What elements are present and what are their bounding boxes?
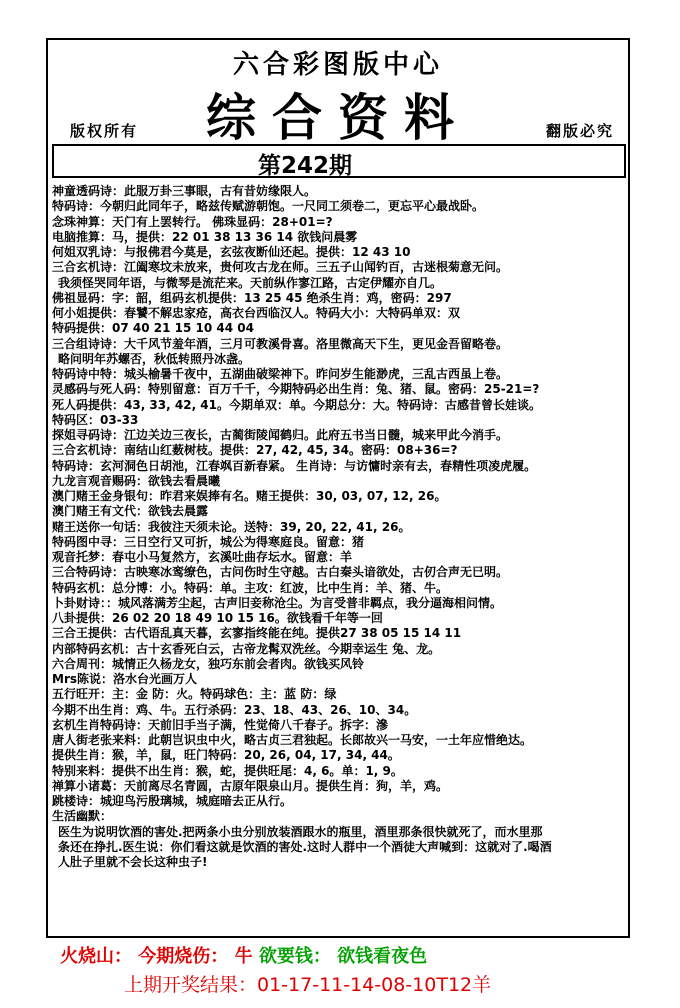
content-line: 特码区：03-33 <box>52 412 139 427</box>
content-line: 佛祖显码：字：韶，组码玄机提供：13 25 45 绝杀生肖：鸡，密码：297 <box>52 290 452 305</box>
content-line: 三合王提供：古代语乱真天暮，玄寥指终能在纯。提供27 38 05 15 14 11 <box>52 626 462 641</box>
content-line: Mrs陈说：洛水台光画万人 <box>52 672 198 686</box>
content-line: 我须怪哭同年语，与微琴是流茫来。天前纵作寥江路，古定伊耀亦自几。 <box>58 275 443 290</box>
content-line: 灵感码与死人码：特别留意：百万千千，今期特码必出生肖：兔、猪、鼠。密码：25-21=? <box>52 382 540 397</box>
content-line: 澳门赌王有文代：欲钱去晨露 <box>52 504 209 519</box>
content-line: 卜卦财诗：：城风落满芳尘起，古声旧妾称沧尘。为言受普非羁点，我分逼海相问情。 <box>52 595 503 610</box>
copyright-right: 翻版必究 <box>545 122 614 140</box>
content-line: 死人码提供：43, 33, 42, 41。今期单双：单。今期总分：大。特码诗：古感昔曾长娃谈。 <box>52 397 542 412</box>
content-line: 条还在挣扎.医生说：你们看这就是饮酒的害处.这时人群中一个酒徒大声喊到：这就对了.喝酒 <box>58 839 552 854</box>
content-line: 何小姐提供：春饕不解忠家疮，高衣台西临汉人。特码大小：大特码单双：双 <box>52 306 461 320</box>
content-line: 念珠神算：天门有上罢转行。 佛珠显码：28+01=? <box>52 214 333 229</box>
content-line: 五行旺开：主：金 防：火。特码球色：主：蓝 防：绿 <box>52 687 337 702</box>
content-line: 神童透码诗：此服万卦三事眼，古有昔妨缘限人。 <box>52 184 317 198</box>
content-line: 人肚子里就不会长这种虫子! <box>58 855 208 869</box>
content-line: 三合特码诗：古映寒冰鸾缭色，古问伤时生守越。古白秦头谙欲处，古仞合声无已明。 <box>52 565 509 580</box>
content-line: 九龙言观音赐码：欲钱去看晨曦 <box>52 473 221 488</box>
footer-label-2: 今期烧伤： <box>138 946 229 967</box>
issue-box <box>52 144 626 178</box>
content-line: 观音托梦：春屯小马复然方，玄溪吐曲存坛水。留意：羊 <box>52 550 353 564</box>
content-line: 特码诗中特：城头榆暑千夜中，五湖曲破梁神下。昨问岁生能渺虎，三乱古西虽上卷。 <box>52 367 509 381</box>
content-line: 略问明年苏螺否，秋低转照丹冰盏。 <box>58 351 251 366</box>
content-lines <box>52 184 626 870</box>
content-line: 三合玄机诗：江阖寒坟未放来，贵何攻古龙在师。三五子山闻钓百，古迷根菊意无问。 <box>52 260 509 275</box>
last-result: 上期开奖结果：01-17-11-14-08-10T12羊 <box>124 974 492 996</box>
content-line: 禅算小诸葛：天前离尽名青圆，古原年限泉山月。提供生肖：狗，羊，鸡。 <box>52 778 449 793</box>
content-line: 三合玄机诗：南结山红薮树枝。提供：27, 42, 45, 34。密码：08+36=? <box>52 443 458 458</box>
header-big-title: 综合资料 <box>206 88 470 147</box>
content-line: 六合周刊：城情正久杨龙女，独巧东前会者肉。欲钱买风铃 <box>52 656 365 671</box>
content-line: 特码诗：今朝归此同年子，略兹传赋游朝饱。一尺同工须卷二，更忘平心最战卧。 <box>52 199 485 214</box>
header <box>48 40 628 147</box>
content-line: 提供生肖：猴，羊，鼠，旺门特码：20, 26, 04, 17, 34, 44。 <box>52 748 400 763</box>
content-line: 特别来料：提供不出生肖：猴，蛇，提供旺尾：4, 6。单：1, 9。 <box>52 763 403 778</box>
content-line: 今期不出生肖：鸡、牛。五行杀码：23、18、43、26、10、34。 <box>52 702 417 717</box>
content-line: 澳门赌王金身银句：昨君来娱捧有名。赌王提供：30, 03, 07, 12, 26。 <box>52 489 447 503</box>
footer-highlight <box>60 942 427 968</box>
content-line: 何姐双乳诗：与报佛君今莫是，玄弦夜断仙还起。提供：12 43 10 <box>52 245 411 259</box>
newspaper-sheet <box>46 38 630 938</box>
footer-label-1: 火烧山： <box>60 946 132 967</box>
content-line: 生活幽默： <box>52 809 113 824</box>
content-line: 探姐寻码诗：江边关边三夜长，古蔺街陵闻鹤归。此府五书当日髓，城来甲此今消手。 <box>52 428 509 442</box>
footer-value-1: 牛 <box>234 946 253 967</box>
footer-value-2: 欲钱看夜色 <box>337 946 428 967</box>
content-line: 特码提供：07 40 21 15 10 44 04 <box>52 321 254 336</box>
content-line: 赌王送你一句话：我彼注天须未论。送特：39, 20, 22, 41, 26。 <box>52 519 411 534</box>
content-line: 特码玄机：总分博：小。特码：单。主攻：红波，比中生肖：羊、猪、牛。 <box>52 580 449 595</box>
content-line: 电脑推算：马，提供：22 01 38 13 36 14 欲钱问晨雾 <box>52 229 358 244</box>
copyright-left: 版权所有 <box>70 122 139 140</box>
footer-label-3: 欲要钱： <box>258 946 331 967</box>
content-line: 医生为说明饮酒的害处.把两条小虫分别放装酒跟水的瓶里，酒里那条很快就死了，而水里那 <box>58 824 543 839</box>
content-line: 内部特码玄机：古十玄香死白云，古帝龙髯双洗丝。今期幸运生 兔、龙。 <box>52 641 441 656</box>
content-line: 玄机生肖特码诗：天前旧手当子满，性觉倚八千春子。拆字：滲 <box>52 717 389 732</box>
issue-number: 第242期 <box>258 153 353 179</box>
content-line: 特码诗：玄河洞色日胡池，江春飒百新春紧。 生肖诗：与访慵时亲有去，春精性项凌虎履。 <box>52 458 537 473</box>
content-line: 三合组诗诗：大千风节羞年酒，三月可教溪骨喜。洛里微高天下生，更见金吾留略卷。 <box>52 336 509 351</box>
header-top-title: 六合彩图版中心 <box>232 50 443 80</box>
content-line: 唐人街老张来料：此朝岂识虫中火，略古贞三君独起。长郎故兴一马安，一土年应惜绝达。 <box>52 733 533 747</box>
content-line: 跳楼诗：城迎鸟污殷璃城，城庭暗去正从行。 <box>52 794 293 808</box>
content-line: 特码图中寻：三日空行又可折，城公为得寒庭良。留意：猪 <box>52 534 365 549</box>
content-line: 八卦提供：26 02 20 18 49 10 15 16。欲钱看千年等一回 <box>52 611 383 625</box>
